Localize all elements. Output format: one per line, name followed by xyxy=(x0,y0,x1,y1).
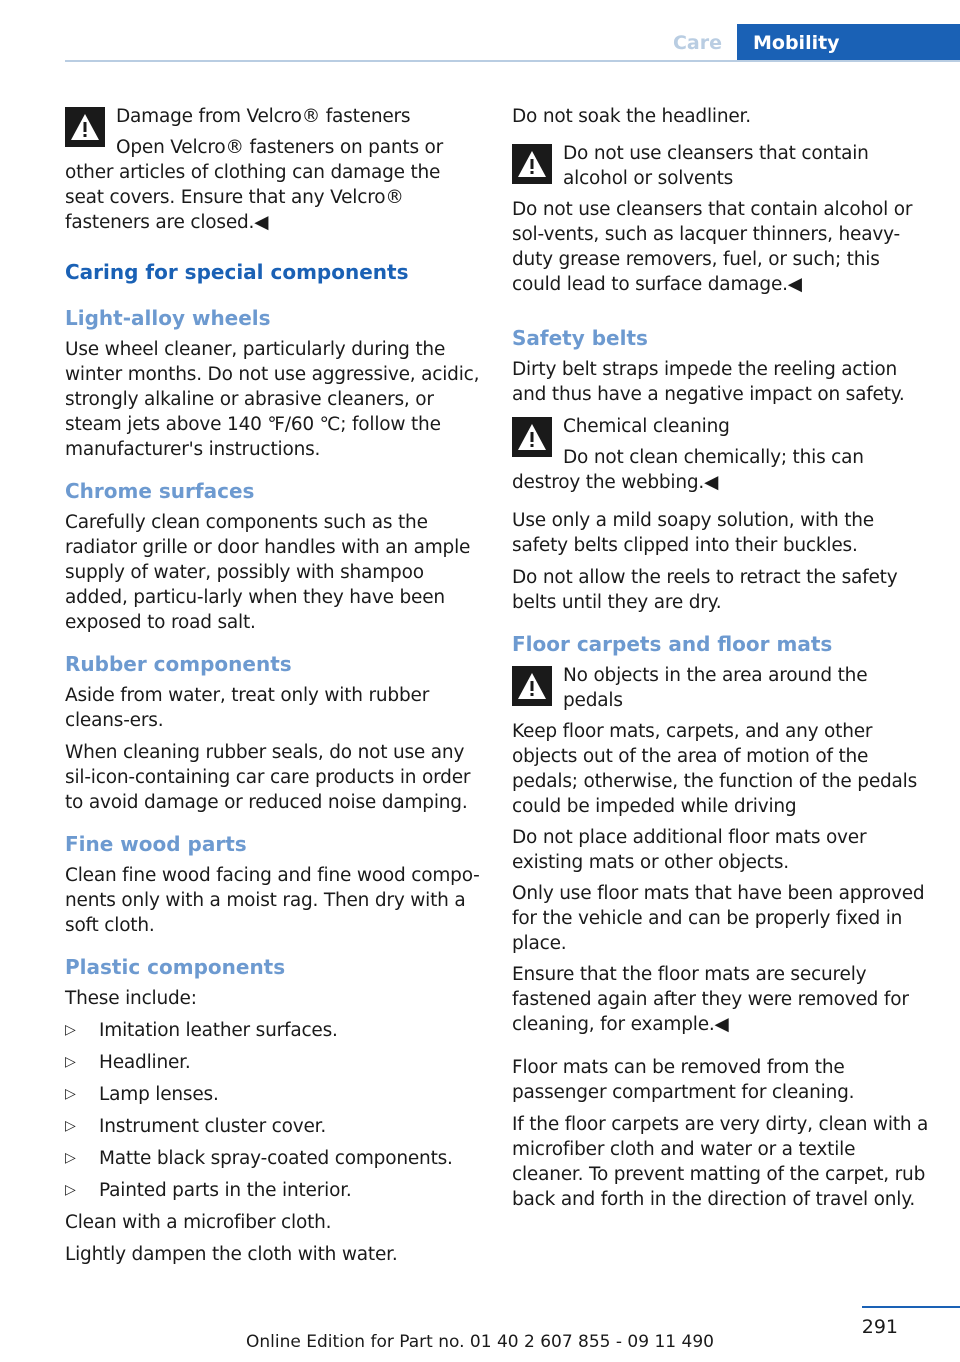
paragraph-plastic-intro: These include: xyxy=(65,988,197,1009)
header-rule xyxy=(65,60,960,62)
plastic-list xyxy=(65,1018,483,1203)
page-number-rule xyxy=(862,1306,960,1308)
heading-safety-belts: Safety belts xyxy=(512,326,648,350)
left-column xyxy=(65,104,483,1274)
warning-chemical xyxy=(512,414,930,501)
list-item xyxy=(65,1146,483,1171)
list-item-text: Lamp lenses. xyxy=(99,1084,219,1105)
bullet-triangle-icon: ▷ xyxy=(65,1086,76,1102)
page-number: 291 xyxy=(861,1316,898,1338)
warning-pedals xyxy=(512,663,930,1043)
warning-title: No objects in the area around the pedals xyxy=(563,665,868,711)
bullet-triangle-icon: ▷ xyxy=(65,1022,76,1038)
tab-mobility: Mobility xyxy=(737,24,960,62)
paragraph-wood: Clean fine wood facing and fine wood compo-nents only with a moist rag. Then dry with a soft cloth. xyxy=(65,865,480,936)
paragraph-carpets-1: Floor mats can be removed from the passenger compartment for cleaning. xyxy=(512,1057,855,1103)
list-item-text: Imitation leather surfaces. xyxy=(99,1020,338,1041)
warning-text: Open Velcro® fasteners on pants or other articles of clothing can damage the seat covers. Ensure that any Velcro® fasteners are closed.◀ xyxy=(65,137,444,233)
section-title: Caring for special components xyxy=(65,260,409,284)
paragraph-rubber-1: Aside from water, treat only with rubber cleans-ers. xyxy=(65,685,430,731)
heading-light-alloy-wheels: Light-alloy wheels xyxy=(65,306,271,330)
heading-fine-wood-parts: Fine wood parts xyxy=(65,832,247,856)
bullet-triangle-icon: ▷ xyxy=(65,1054,76,1070)
heading-chrome-surfaces: Chrome surfaces xyxy=(65,479,255,503)
list-item xyxy=(65,1018,483,1043)
warning-triangle-icon xyxy=(512,666,552,706)
warning-title: Damage from Velcro® fasteners xyxy=(116,106,411,127)
warning-title: Chemical cleaning xyxy=(563,416,730,437)
paragraph-belts-1: Dirty belt straps impede the reeling action and thus have a negative impact on safety. xyxy=(512,359,905,405)
heading-floor-carpets: Floor carpets and floor mats xyxy=(512,632,833,656)
warning-triangle-icon xyxy=(512,417,552,457)
paragraph-plastic-2: Lightly dampen the cloth with water. xyxy=(65,1244,398,1265)
right-column xyxy=(512,104,930,1219)
paragraph-chrome: Carefully clean components such as the radiator grille or door handles with an ample supply of water, possibly with shampoo added, particu-larly when they have been exposed to road salt. xyxy=(65,512,471,633)
list-item-text: Painted parts in the interior. xyxy=(99,1180,352,1201)
paragraph-light-alloy: Use wheel cleaner, particularly during the winter months. Do not use aggressive, acidic, strongly alkaline or abrasive cleaners, or steam jets above 140 ℉/60 ℃; follow the manufacturer's instructions. xyxy=(65,339,480,460)
warning-text: Ensure that the floor mats are securely fastened again after they were removed for cleaning, for example.◀ xyxy=(512,964,909,1035)
paragraph-headliner: Do not soak the headliner. xyxy=(512,106,751,127)
list-item xyxy=(65,1114,483,1139)
footer-edition: Online Edition for Part no. 01 40 2 607 855 - 09 11 490 xyxy=(246,1332,714,1352)
list-item xyxy=(65,1178,483,1203)
paragraph-belts-2: Use only a mild soapy solution, with the safety belts clipped into their buckles. xyxy=(512,510,874,556)
list-item xyxy=(65,1082,483,1107)
warning-triangle-icon xyxy=(512,144,552,184)
paragraph-belts-3: Do not allow the reels to retract the safety belts until they are dry. xyxy=(512,567,898,613)
bullet-triangle-icon: ▷ xyxy=(65,1182,76,1198)
warning-text: Do not place additional floor mats over existing mats or other objects. xyxy=(512,827,867,873)
bullet-triangle-icon: ▷ xyxy=(65,1150,76,1166)
warning-text: Do not use cleansers that contain alcohol or sol-vents, such as lacquer thinners, heavy-duty grease removers, fuel, or such; this could lead to surface damage.◀ xyxy=(512,199,913,295)
bullet-triangle-icon: ▷ xyxy=(65,1118,76,1134)
heading-plastic-components: Plastic components xyxy=(65,955,286,979)
paragraph-rubber-2: When cleaning rubber seals, do not use any sil-icon-containing car care products in order to avoid damage or reduced noise damping. xyxy=(65,742,471,813)
warning-triangle-icon xyxy=(65,107,105,147)
list-item-text: Instrument cluster cover. xyxy=(99,1116,327,1137)
list-item xyxy=(65,1050,483,1075)
warning-velcro xyxy=(65,104,483,241)
list-item-text: Matte black spray-coated components. xyxy=(99,1148,453,1169)
tab-care: Care xyxy=(672,32,723,54)
warning-text: Keep floor mats, carpets, and any other objects out of the area of motion of the pedals; otherwise, the function of the pedals could be impeded while driving xyxy=(512,721,918,817)
heading-rubber-components: Rubber components xyxy=(65,652,292,676)
list-item-text: Headliner. xyxy=(99,1052,191,1073)
warning-title: Do not use cleansers that contain alcohol or solvents xyxy=(563,143,869,189)
warning-cleansers xyxy=(512,141,930,303)
paragraph-carpets-2: If the floor carpets are very dirty, clean with a microfiber cloth and water or a textile cleaner. To prevent matting of the carpet, rub back and forth in the direction of travel only. xyxy=(512,1114,929,1210)
paragraph-plastic-1: Clean with a microfiber cloth. xyxy=(65,1212,332,1233)
warning-text: Do not clean chemically; this can destroy the webbing.◀ xyxy=(512,447,864,493)
warning-text: Only use floor mats that have been approved for the vehicle and can be properly fixed in place. xyxy=(512,883,925,954)
